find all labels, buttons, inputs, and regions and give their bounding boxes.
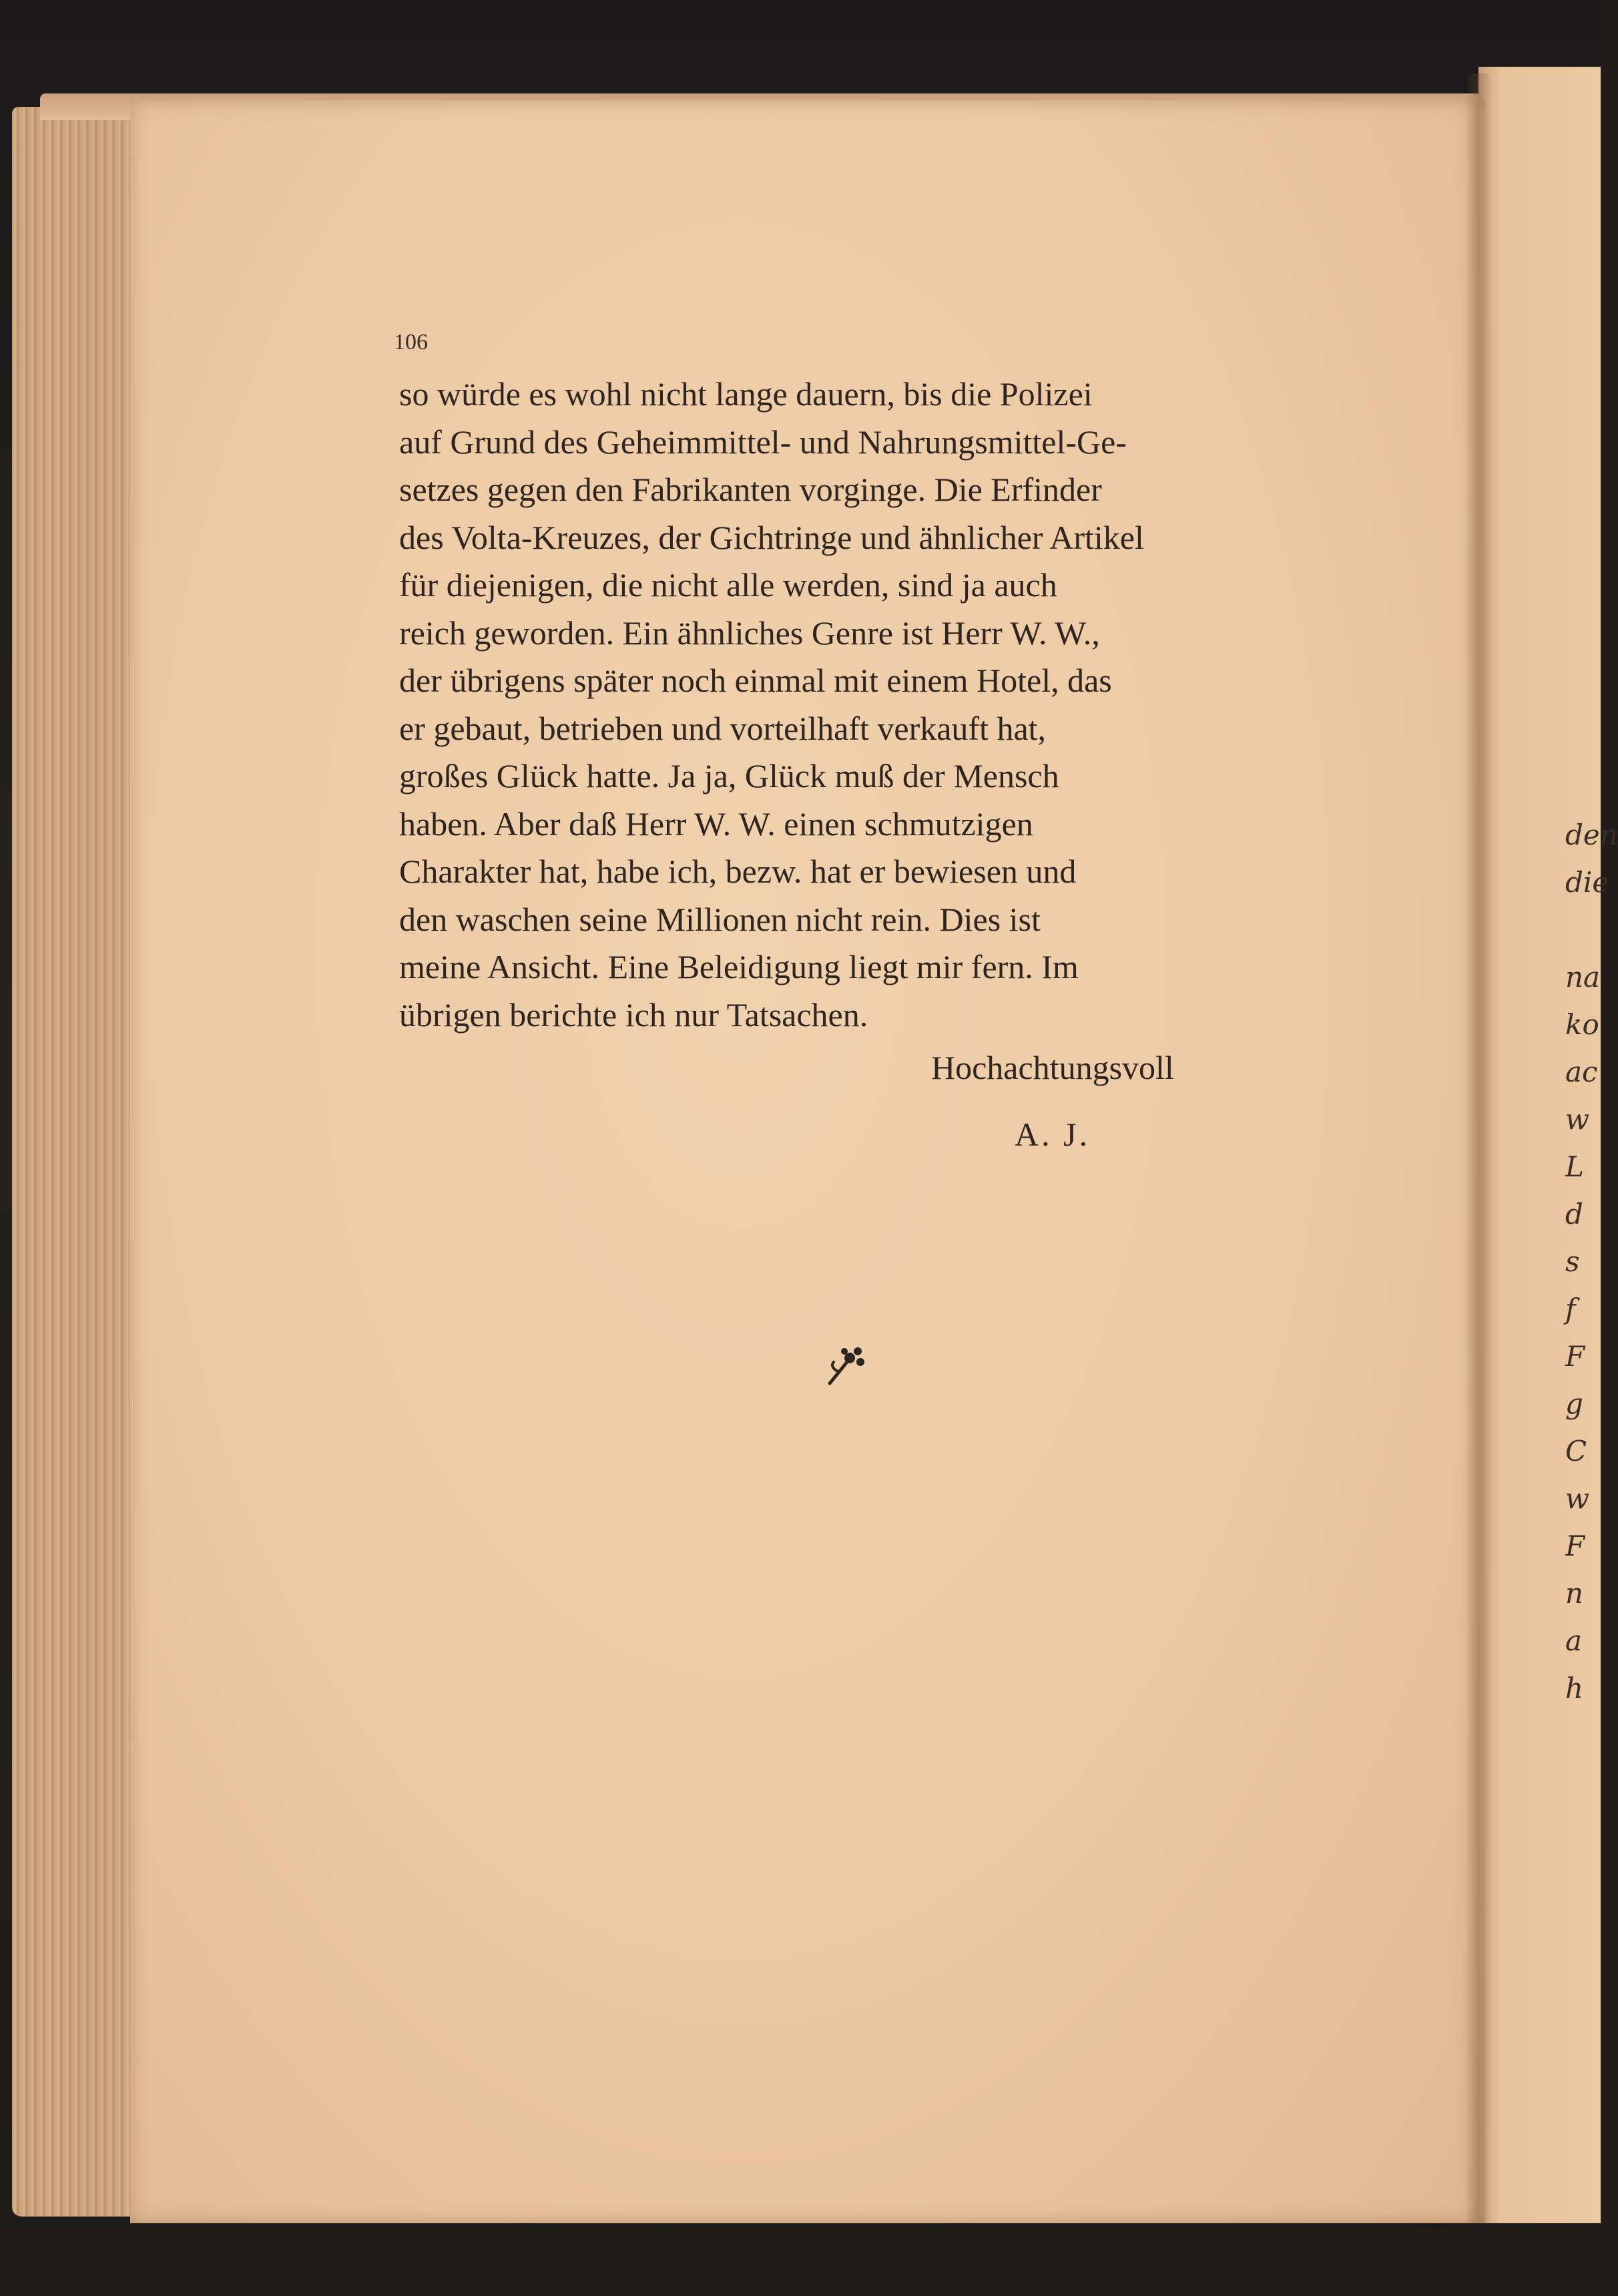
fragment-line: w bbox=[1565, 1103, 1589, 1136]
text-line: haben. Aber daß Herr W. W. einen schmutzigen bbox=[399, 805, 1033, 843]
fragment-line: d bbox=[1565, 1198, 1583, 1230]
text-line: so würde es wohl nicht lange dauern, bis die Polizei bbox=[399, 375, 1093, 413]
fragment-line: F bbox=[1565, 1340, 1585, 1373]
page-number: 106 bbox=[394, 330, 428, 355]
closing-salutation: Hochachtungsvoll bbox=[931, 1049, 1174, 1086]
adjacent-page-text bbox=[1565, 811, 1618, 1712]
fragment-line: die bbox=[1565, 866, 1609, 899]
fragment-line: n bbox=[1565, 1577, 1584, 1610]
book-gutter bbox=[1465, 73, 1492, 2223]
fragment-line: g bbox=[1565, 1387, 1583, 1420]
fragment-line: f bbox=[1565, 1293, 1576, 1325]
fragment-line: L bbox=[1565, 1150, 1584, 1183]
text-line: des Volta-Kreuzes, der Gichtringe und ähnlicher Artikel bbox=[399, 518, 1144, 556]
fragment-line: ko bbox=[1565, 1008, 1599, 1041]
text-line: übrigen berichte ich nur Tatsachen. bbox=[399, 995, 868, 1034]
fragment-line bbox=[1565, 906, 1605, 953]
text-line: setzes gegen den Fabrikanten vorginge. Die Erfinder bbox=[399, 471, 1102, 508]
fragment-line: w bbox=[1565, 1482, 1589, 1515]
text-line: meine Ansicht. Eine Beleidigung liegt mir fern. Im bbox=[399, 948, 1079, 985]
fragment-line: den bbox=[1565, 819, 1618, 851]
text-line: reich geworden. Ein ähnliches Genre ist Herr W. W., bbox=[399, 614, 1100, 652]
fragment-line: h bbox=[1565, 1672, 1584, 1704]
text-line: er gebaut, betrieben und vorteilhaft verkauft hat, bbox=[399, 709, 1047, 747]
text-line: großes Glück hatte. Ja ja, Glück muß der Mensch bbox=[399, 757, 1059, 794]
signature: A. J. bbox=[1015, 1116, 1091, 1153]
floral-vignette-icon bbox=[824, 1342, 871, 1389]
text-line: den waschen seine Millionen nicht rein. Dies ist bbox=[399, 900, 1041, 938]
fragment-line: C bbox=[1565, 1435, 1587, 1467]
body-text bbox=[399, 371, 1294, 1039]
fragment-line: ac bbox=[1565, 1056, 1598, 1088]
fragment-line: a bbox=[1565, 1624, 1583, 1657]
text-line: für diejenigen, die nicht alle werden, sind ja auch bbox=[399, 566, 1057, 604]
text-line: der übrigens später noch einmal mit einem Hotel, das bbox=[399, 662, 1112, 699]
text-line: auf Grund des Geheimmittel- und Nahrungsmittel-Ge- bbox=[399, 423, 1127, 461]
fragment-line: na bbox=[1565, 961, 1601, 993]
text-line: Charakter hat, habe ich, bezw. hat er bewiesen und bbox=[399, 853, 1077, 890]
fragment-line: s bbox=[1565, 1245, 1580, 1278]
fragment-line: F bbox=[1565, 1530, 1585, 1562]
